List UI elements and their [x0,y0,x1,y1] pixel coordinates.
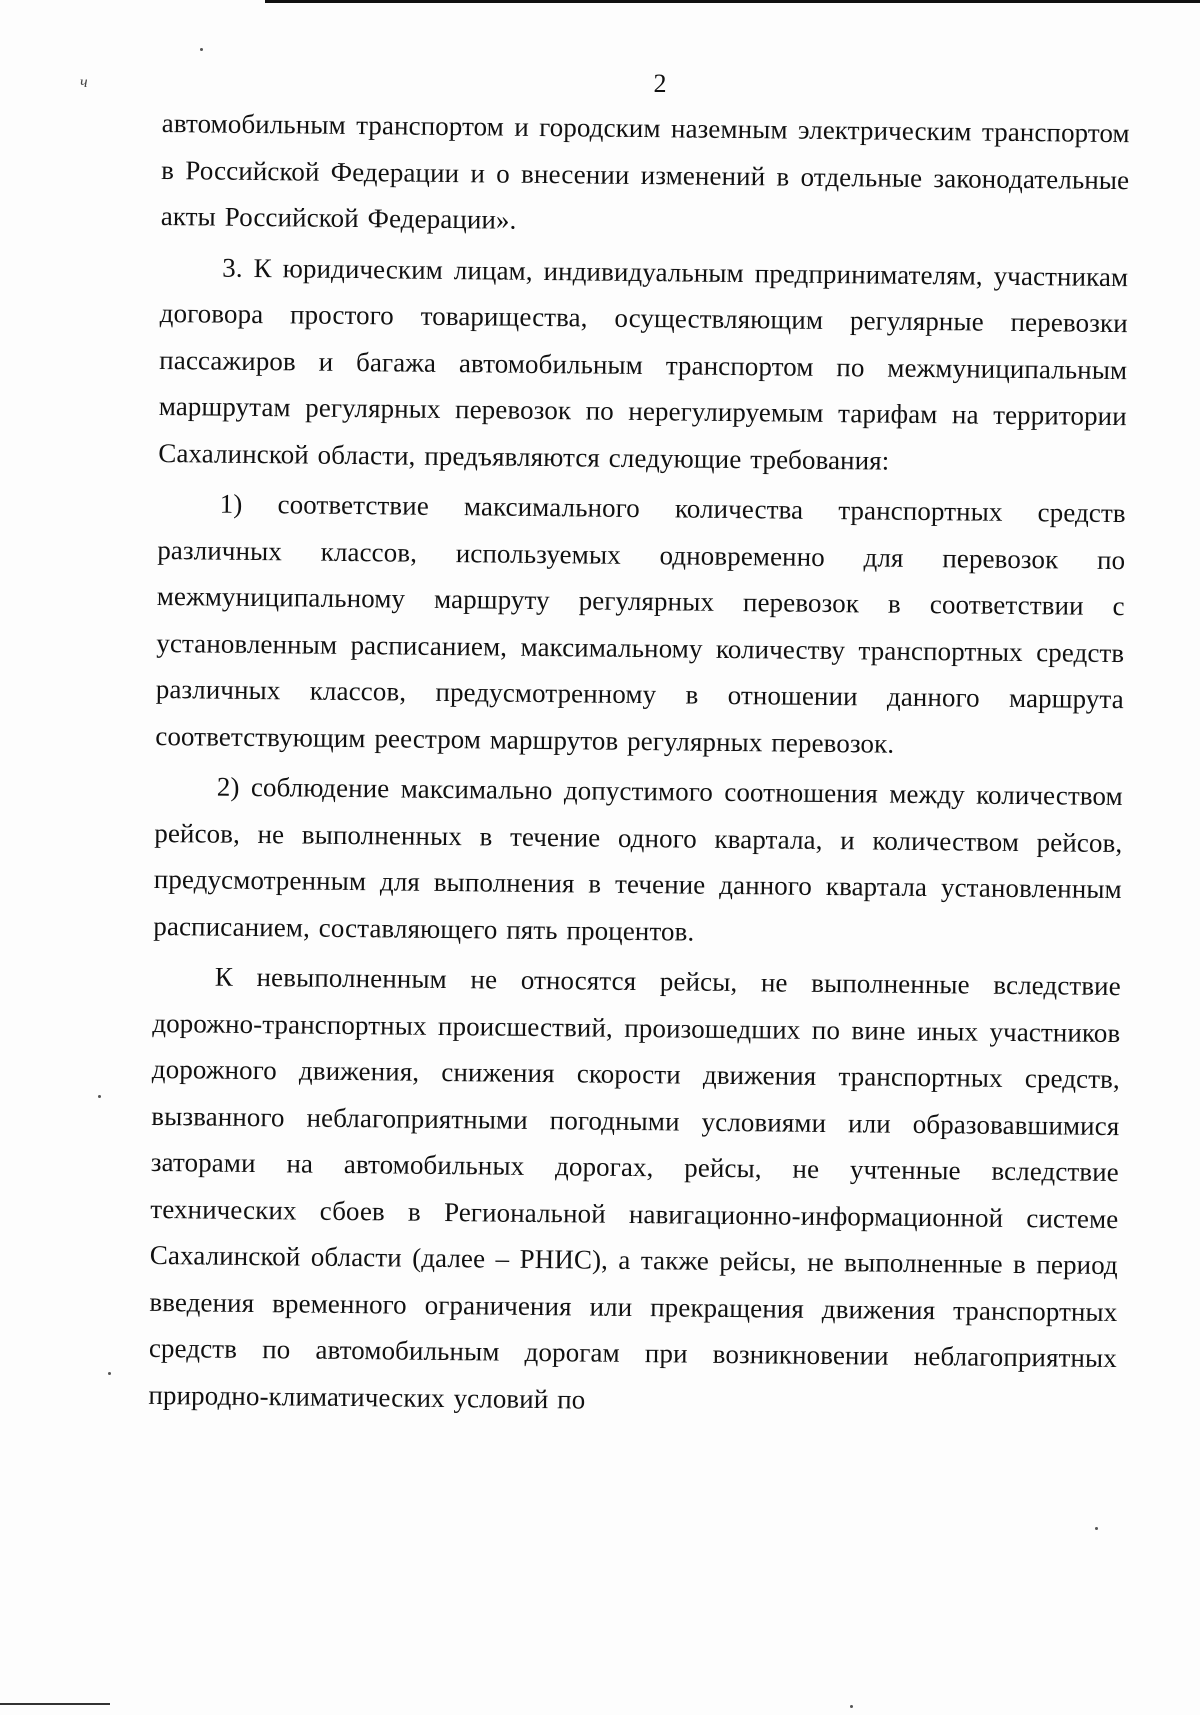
margin-mark: ч [80,74,88,91]
scan-speck [1095,1527,1098,1530]
paragraph-4: 2) соблюдение максимально допустимого соотношения между количеством рейсов, не выполненных в течение одного квартала, и количеством рейсов, предусмотренным для выполнения в течение данного квартала установленным расписанием, составляющего пять процентов. [153,771,1123,947]
paragraph-5: К невыполненным не относятся рейсы, не выполненные вследствие дорожно-транспортных происшествий, произошедших по вине иных участников дорожного движения, снижения скорости движения транспортных средств, вызванного неблагоприятными погодными условиями или образовавшимися заторами на автомобильных дорогах, рейсы, не учтенные вследствие технических сбоев в Региональной навигационно-информационной системе Сахалинской области (далее – РНИС), а также рейсы, не выполненные в период введения временного ограничения или прекращения движения транспортных средств по автомобильным дорогам при возникновении неблагоприятных природно-климатических условий по [148,961,1121,1415]
bottom-border-line [0,1703,110,1705]
paragraph-3: 1) соответствие максимального количества транспортных средств различных классов, используемых одновременно для перевозок по межмуниципальному маршруту регулярных перевозок в соответствии с установленным расписанием, максимальному количеству транспортных средств различных классов, предусмотренному в отношении данного маршрута соответствующим реестром маршрутов регулярных перевозок. [155,488,1126,759]
top-border-line [265,0,1200,3]
scan-speck [98,1095,101,1098]
scan-speck [108,1372,111,1375]
paragraph-1: автомобильным транспортом и городским наземным электрическим транспортом в Российской Федерации и о внесении изменений в отдельные законодательные акты Российской Федерации». [160,107,1130,235]
paragraph-2: 3. К юридическим лицам, индивидуальным предпринимателям, участникам договора простого товарищества, осуществляющим регулярные перевозки пассажиров и багажа автомобильным транспортом по межмуниципальным маршрутам регулярных перевозок по нерегулируемым тарифам на территории Сахалинской области, предъявляются следующие требования: [158,252,1129,476]
scan-speck [850,1705,853,1708]
document-body [148,100,1130,1432]
scan-speck [200,48,203,51]
page-number: 2 [653,69,667,98]
